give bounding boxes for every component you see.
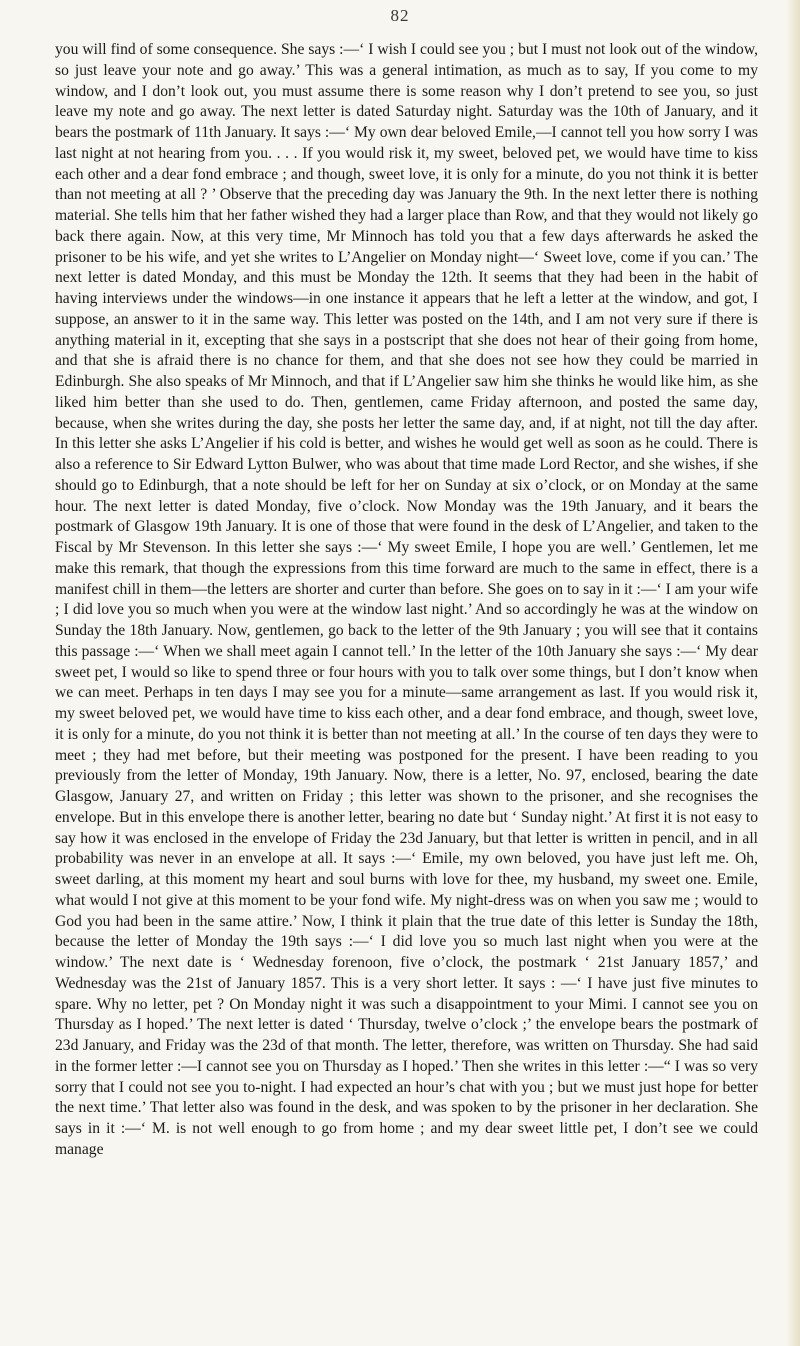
page-edge-shadow: [786, 0, 800, 1346]
page-number: 82: [390, 6, 410, 25]
body-paragraph: you will find of some consequence. She says :—‘ I wish I could see you ; but I must not look out of the window, so just leave your note and go away.’ This was a general intimation, as much as to say, If you come to my window, and I don’t look out, you must assume there is some reason why I don’t pretend to see you, so just leave my note and go away. The next letter is dated Saturday night. Saturday was the 10th of January, and it bears the postmark of 11th January. It says :—‘ My own dear beloved Emile,—I cannot tell you how sorry I was last night at not hearing from you. . . . If you would risk it, my sweet, beloved pet, we would have time to kiss each other and a dear fond embrace ; and though, sweet love, it is only for a minute, do you not think it is better than not meeting at all ? ’ Observe that the preceding day was January the 9th. In the next letter there is nothing material. She tells him that her father wished they had a larger place than Row, and that they would not likely go back there again. Now, at this very time, Mr Minnoch has told you that a few days afterwards he asked the prisoner to be his wife, and yet she writes to L’Angelier on Monday night—‘ Sweet love, come if you can.’ The next letter is dated Monday, and this must be Monday the 12th. It seems that they had been in the habit of having interviews under the windows—in one instance it appears that he left a letter at the window, and got, I suppose, an answer to it in the same way. This letter was posted on the 14th, and I am not very sure if there is anything material in it, excepting that she says in a postscript that she does not hear of their going from home, and that she is afraid there is no chance for them, and that she does not see how they could be married in Edinburgh. She also speaks of Mr Minnoch, and that if L’Angelier saw him she thinks he would like him, as she liked him better than she used to do. Then, gentlemen, came Friday afternoon, and posted the same day, because, when she writes during the day, she posts her letter the same day, and, if at night, not till the day after. In this letter she asks L’Angelier if his cold is better, and wishes he would get well as soon as he could. There is also a reference to Sir Edward Lytton Bulwer, who was about that time made Lord Rector, and she wishes, if she should go to Edinburgh, that a note should be left for her on Sunday at six o’clock, or on Monday at the same hour. The next letter is dated Monday, five o’clock. Now Monday was the 19th January, and it bears the postmark of Glasgow 19th January. It is one of those that were found in the desk of L’Angelier, and taken to the Fiscal by Mr Stevenson. In this letter she says :—‘ My sweet Emile, I hope you are well.’ Gentlemen, let me make this remark, that though the expressions from this time forward are much to the same in effect, there is a manifest chill in them—the letters are shorter and curter than before. She goes on to say in it :—‘ I am your wife ; I did love you so much when you were at the window last night.’ And so accordingly he was at the window on Sunday the 18th January. Now, gentlemen, go back to the letter of the 9th January ; you will see that it contains this passage :—‘ When we shall meet again I cannot tell.’ In the letter of the 10th January she says :—‘ My dear sweet pet, I would so like to spend three or four hours with you to talk over some things, but I don’t know when we can meet. Perhaps in ten days I may see you for a minute—same arrangement as last. If you would risk it, my sweet beloved pet, we would have time to kiss each other, and a dear fond embrace, and though, sweet love, it is only for a minute, do you not think it is better than not meeting at all.’ In the course of ten days they were to meet ; they had met before, but their meeting was postponed for the present. I have been reading to you previously from the letter of Monday, 19th January. Now, there is a letter, No. 97, enclosed, bearing the date Glasgow, January 27, and written on Friday ; this letter was shown to the prisoner, and she recognises the envelope. But in this envelope there is another letter, bearing no date but ‘ Sunday night.’ At first it is not easy to say how it was enclosed in the envelope of Friday the 23d January, but that letter is written in pencil, and in all probability was never in an envelope at all. It says :—‘ Emile, my own beloved, you have just left me. Oh, sweet darling, at this moment my heart and soul burns with love for thee, my husband, my sweet one. Emile, what would I not give at this moment to be your fond wife. My night-dress was on when you saw me ; would to God you had been in the same attire.’ Now, I think it plain that the true date of this letter is Sunday the 18th, because the letter of Monday the 19th says :—‘ I did love you so much last night when you were at the window.’ The next date is ‘ Wednesday forenoon, five o’clock, the postmark ‘ 21st January 1857,’ and Wednesday was the 21st of January 1857. This is a very short letter. It says : —‘ I have just five minutes to spare. Why no letter, pet ? On Monday night it was such a disappointment to your Mimi. I cannot see you on Thursday as I hoped.’ The next letter is dated ‘ Thursday, twelve o’clock ;’ the envelope bears the postmark of 23d January, and Friday was the 23d of that month. The letter, therefore, was written on Thursday. She had said in the former letter :—I cannot see you on Thursday as I hoped.’ Then she writes in this letter :—“ I was so very sorry that I could not see you to-night. I had expected an hour’s chat with you ; but we must just hope for better the next time.’ That letter also was found in the desk, and was spoken to by the prisoner in her declaration. She says in it :—‘ M. is not well enough to go from home ; and my dear sweet little pet, I don’t see we could manage: [55, 41, 758, 1158]
